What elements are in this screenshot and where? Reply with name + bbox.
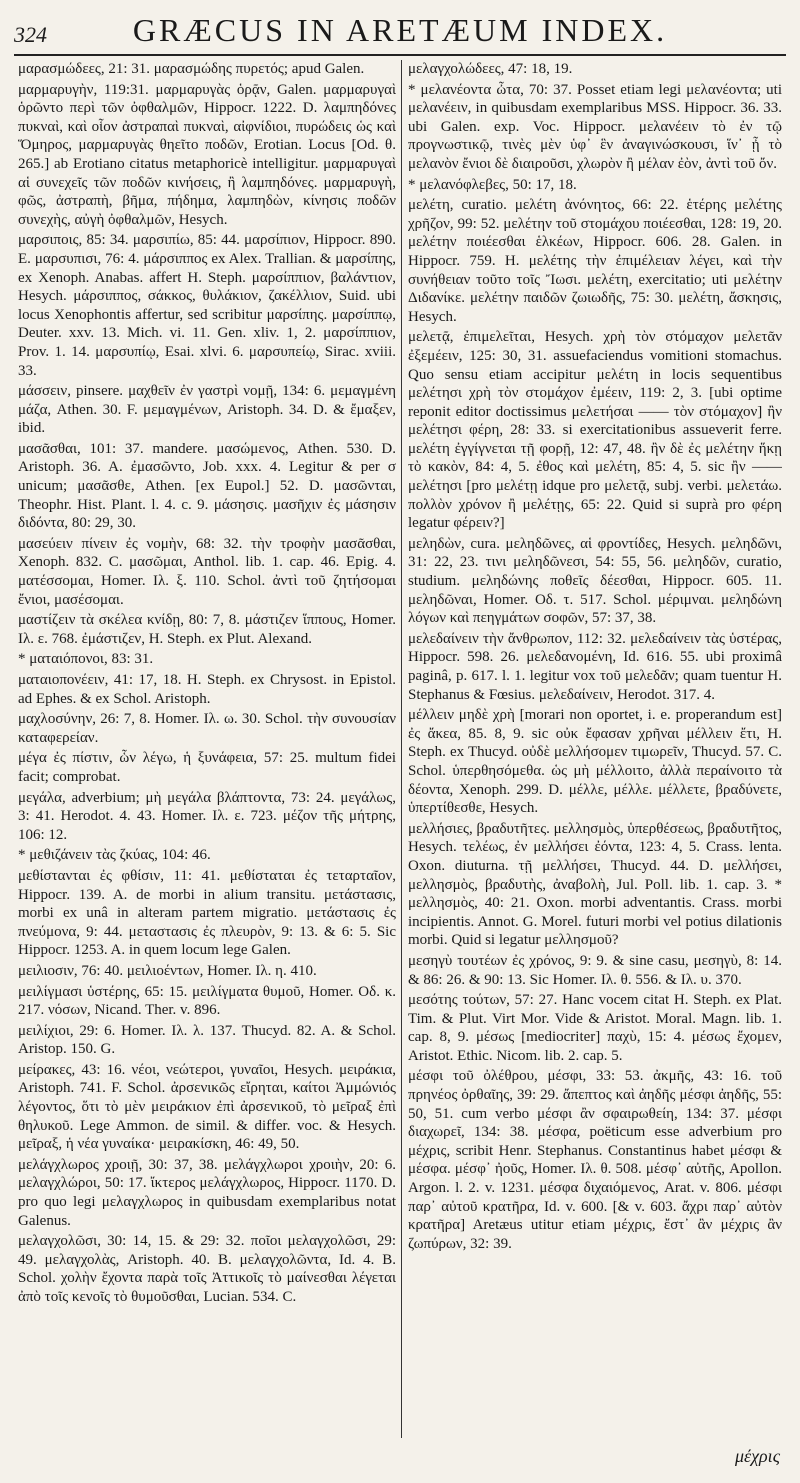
index-entry: μελετᾷ, ἐπιμελεῖται, Hesych. χρὴ τὸν στόμαχον μελετᾶν ἐξεμέειν, 125: 30, 31. assuefaciendus vomitioni stomachus. Quo sensu etiam accipitur μελέτη in locis sequentibus μελέτησι χρὴ τὸν στομάχον ἐμέειν, 119: 2, 3. [ubi optime reponit editor doctissimus μελετήσαι —— τὸν στόμαχον] ἢν μελέτησι φέρη, 28: 33. si exercitationibus assueverit ferre. μελέτη ἐγγίγνεται τῇ φορῇ, 12: 47, 48. ἢν δὲ ἐς μελέτην ἥκῃ τὸ κακὸν, 84: 4, 5. ἐθος καὶ μελέτη, 85: 4, 5. sic ἢν —— μελέτησι [pro μελέτῃ idque pro μελετᾷ, subj. verbi. μελετάω. πολλὸν χρόνον ἢ μελέτῃς, 65: 22. Quid si suprà pro φέρη legatur φέρειν?] [408, 329, 782, 532]
index-entry: μελέτη, curatio. μελέτη ἀνόνητος, 66: 22. ἑτέρης μελέτης χρῆζον, 99: 52. μελέτην τοῦ στομάχου ποιέεσθαι, 128: 19, 20. μελέτην ποιέεσθαι ἑλκέων, Hippocr. 606. 28. Galen. in Hippocr. 759. H. μελέτης τὴν ἐπιμέλειαν λέγει, καὶ τὴν συνήθειαν τοῦτο τοῖς Ἴωσι. μελέτη, exercitatio; uti μελέτην Διδανίκε. μελέτην παιδῶν ζωιωδῆς, 75: 30. μελέτη, ἄσκησις, Hesych. [408, 197, 782, 325]
index-entry: μελάγχλωρος χροιῇ, 30: 37, 38. μελάγχλωροι χροιὴν, 20: 6. μελαγχλώροι, 50: 17. ἴκτερος μελάγχλωρος, Hippocr. 1170. D. pro quo legi μελαγχλωρος in quibusdam exemplaribus notat Galenus. [18, 1156, 396, 1229]
index-entry: μέγα ἐς πίστιν, ὧν λέγω, ἡ ξυνάφεια, 57: 25. multum fidei facit; comprobat. [18, 750, 396, 785]
index-entry: μεληδὼν, cura. μεληδῶνες, αἱ φροντίδες, Hesych. μεληδῶνι, 31: 22, 23. τινι μεληδῶνεσι, 54: 55, 56. μεληδῶν, curatio, studium. μεληδώνης ποθεῖς δέεσθαι, Hippocr. 605. 11. μεληδῶναι, Homer. Οδ. τ. 517. Schol. μέριμναι. μεληδώνη λόγων καὶ πεηγμάτων σοφῶν, 57: 37, 38. [408, 535, 782, 627]
running-title: GRÆCUS IN ARETÆUM INDEX. [132, 12, 668, 48]
index-entry: μεγάλα, adverbium; μὴ μεγάλα βλάπτοντα, 73: 24. μεγάλως, 3: 41. Herodot. 4. 43. Homer. Ιλ. ε. 723. μέζον τῆς μήτρης, 106: 12. [18, 789, 396, 843]
index-entry: * μεθιζάνειν τὰς ζκύας, 104: 46. [18, 847, 211, 864]
index-entry: μαρσιποις, 85: 34. μαρσιπίω, 85: 44. μαρσίπιον, Hippocr. 890. E. μαρσυπισι, 76: 4. μάρσιππος ex Alex. Trallian. & μαρσίπης, ex Xenoph. Anabas. affert H. Steph. μαρσίππιον, βαλάντιον, Hesych. μάρσιππος, σάκκος, θυλάκιον, ζακέλλιον, Suid. ubi locus Xenophontis affertur, sed scribitur μαρσίπης. μαρσίππῳ, Deuter. xxv. 13. Mich. vi. 11. Gen. xliv. 1, 2. μαρσίππιον, Prov. 1. 14. μαρσυπίῳ, Esai. xlvi. 6. μαρσυπείῳ, Sirac. xviii. 33. [18, 232, 396, 379]
index-entry: μειλιοσιν, 76: 40. μειλιοέντων, Homer. Ιλ. η. 410. [18, 962, 317, 979]
index-entry: μασᾶσθαι, 101: 37. mandere. μασώμενος, Athen. 530. D. Aristoph. 36. A. ἐμασῶντο, Job. xxx. 4. Legitur & per σ unicum; μασᾶσθε, Athen. [ex Eupol.] 52. D. μασῶνται, Theophr. Hist. Plant. l. 4. c. 9. μάσησις. μασῆχιν ἐς μάσησιν διδόντα, 80: 29, 30. [18, 440, 396, 532]
index-entry: μεσότης τούτων, 57: 27. Hanc vocem citat H. Steph. ex Plat. Tim. & Plut. Virt Mor. Vide & Aristot. Moral. Magn. lib. 1. cap. 8, 9. μέσως [mediocriter] παχὺ, 15: 4. μέσως ἔχομεν, Aristot. Ethic. Nicom. lib. 2. cap. 5. [408, 992, 782, 1064]
column-divider [401, 60, 402, 1438]
catchword: μέχρις [735, 1446, 780, 1466]
index-entry: μαρμαρυγὴν, 119:31. μαρμαρυγὰς ὁρᾷν, Galen. μαρμαρυγαὶ ὁρῶντο περὶ τῶν ὀφθαλμῶν, Hippocr. 1222. D. λαμπηδόνες πυκναὶ, καὶ οἷον ἀστραπαὶ πυκναὶ, αἰφνίδιοι, πυρώδεις ὡς καὶ Ὅμηρος, μαρμαρυγὰς θηεῖτο ποδῶν, Erotian. Locus [Od. θ. 265.] ab Erotiano citatus metaphoricè intelligitur. μαρμαρυγαὶ αἱ συνεχεῖς τῶν ποδῶν κινήσεις, ἢ λαμπηδόνες. μαρμαρυγὴ, φῶς, ἀστραπὴ, βῆμα, πήδημα, λαμπηδὼν, κίνησις ποδῶν συνεχὴς, αὐγὴ ὀφθαλμῶν, Hesych. [18, 81, 396, 228]
index-entry: * μελανέοντα ὦτα, 70: 37. Posset etiam legi μελανέοντα; uti μελανέειν, in quibusdam exemplaribus MSS. Hippocr. 36. 33. ubi Galen. exp. Voc. Hippocr. μελανέειν τὸ ἐν τῷ προγνωστικῷ, τινὲς μὲν ὑφ᾽ ἓν ἀναγινώσκουσι, ἵν᾽ ᾖ τὸ μελανὸν ἔνιοι δὲ διαιροῦσι, χλωρὸν ἢ μέλαν ἐὸν, ἀντὶ τοῦ ὄν. [408, 81, 782, 172]
index-entry: μελλήσιες, βραδυτῆτες. μελλησμὸς, ὑπερθέσεως, βραδυτῆτος, Hesych. τελέως, ἐν μελλήσει ἐόντα, 123: 4, 5. Crass. lenta. Oxon. diuturna. τῇ μελλήσει, Thucyd. 44. D. μελλήσει, μελλησμὸς, βραδυτὴς, ἀναβολὴ, Jul. Poll. lib. 1. cap. 3. * μελλησμὸς, 40: 21. Oxon. morbi adventantis. Crass. morbi incipientis. Annot. G. Morel. futuri morbi vel potius dilationis morbi. Quid si legatur μελλησμοῦ? [408, 820, 782, 949]
index-entry: * ματαιόπονοι, 83: 31. [18, 651, 154, 668]
index-entry: μαστίζειν τὰ σκέλεα κνίδῃ, 80: 7, 8. μάστιζεν ἵππους, Homer. Ιλ. ε. 768. ἐμάστιζεν, H. Steph. ex Plut. Alexand. [18, 612, 396, 647]
index-entry: μεσηγὺ τουτέων ἐς χρόνος, 9: 9. & sine casu, μεσηγὺ, 8: 14. & 86: 26. & 90: 13. Sic Homer. Ιλ. θ. 556. & Ιλ. υ. 370. [408, 952, 782, 988]
index-entry: μασεύειν πίνειν ἐς νομὴν, 68: 32. τὴν τροφὴν μασᾶσθαι, Xenoph. 832. C. μασῶμαι, Anthol. lib. 1. cap. 46. Epig. 4. ματέσσομαι, Homer. Ιλ. ξ. 110. Schol. ἀντὶ τοῦ ζητήσομαι ἔνιοι, μασέσομαι. [18, 535, 396, 608]
index-entry: μαχλοσύνην, 26: 7, 8. Homer. Ιλ. ω. 30. Schol. τὴν συνουσίαν καταφερείαν. [18, 711, 396, 746]
header-rule [14, 54, 786, 56]
index-entry: μέλλειν μηδὲ χρὴ [morari non oportet, i. e. properandum est] ἐς ἄκεα, 85. 8, 9. sic οὐκ ἔφασαν χρῆναι μέλλειν ἔτι, H. Steph. ex Thucyd. οὐδὲ μελλήσομεν τιμωρεῖν, Thucyd. 57. C. Schol. ὑπερθησόμεθα. ὡς μὴ μέλλοιτο, ἀλλὰ περαίνοιτο τὰ δέοντα, Xenoph. 299. D. μέλλε, μέλλε. μέλλετε, βραδύνετε, ὑπερτίθεσθε, Hesych. [408, 707, 782, 817]
page-header [0, 0, 800, 52]
index-entry: μαρασμώδεες, 21: 31. μαρασμώδης πυρετός; apud Galen. [18, 61, 365, 77]
index-entry: μειλίχιοι, 29: 6. Homer. Ιλ. λ. 137. Thucyd. 82. A. & Schol. Aristop. 150. G. [18, 1022, 396, 1058]
right-column [408, 60, 782, 1438]
index-entry: ματαιοπονέειν, 41: 17, 18. H. Steph. ex Chrysost. in Epistol. ad Ephes. & ex Schol. Aristoph. [18, 672, 396, 707]
index-entry: μεθίστανται ἐς φθίσιν, 11: 41. μεθίσταται ἐς τεταρταῖον, Hippocr. 139. A. de morbi in alium transitu. μετάστασις, morbi ex unâ in alteram partem migratio. μετάστασις ἐς πνεύμονα, 9: 44. μεταστασις ἐς πλευρὸν, 9: 13. & 6: 5. Sic Hippocr. 1253. A. in quem locum lege Galen. [18, 867, 396, 959]
left-column [18, 60, 396, 1438]
index-entry: μελαγχολώδεες, 47: 18, 19. [408, 61, 573, 77]
page-number: 324 [14, 22, 47, 47]
index-entry: μέσφι τοῦ ὀλέθρου, μέσφι, 33: 53. ἀκμῆς, 43: 16. τοῦ πρηνέος ὀρθαῖης, 39: 29. ἄπεπτος καὶ ἀηδῆς μέσφι ἀηδῆς, 55: 50, 51. cum verbo μέσφι ἂν σφαιρωθείη, 134: 37. μέσφι διαχωρεῖ, 134: 38. μέσφα, poëticum esse adverbium pro μέχρις, scribit Henr. Stephanus. Constantinus habet μέσφι & μέσφα. μέσφ᾽ ἠοῦς, Homer. Ιλ. θ. 508. μέσφ᾽ αὐτῆς, Apollon. Argon. l. 2. v. 1231. μέσφα διχαιόμενος, Arat. v. 806. μέσφι παρ᾽ αὐτοῦ κρατῆρα, Id. v. 600. [& v. 603. ἄχρι παρ᾽ αὐτὸν κρατῆρα] Aretæus utitur etiam μέχρις, ἔστ᾽ ἂν μέχρις ἂν ζωπύρων, 32: 39. [408, 1068, 782, 1252]
index-entry: μάσσειν, pinsere. μαχθεῖν ἐν γαστρὶ νομῇ, 134: 6. μεμαγμένη μάζα, Athen. 30. F. μεμαγμένων, Aristoph. 34. D. & ἔμαξεν, ibid. [18, 383, 396, 437]
index-entry: μείρακες, 43: 16. νέοι, νεώτεροι, γυναῖοι, Hesych. μειράκια, Aristoph. 741. F. Schol. ἀρσενικῶς εἴρηται, καίτοι Ἀμμώνιός λέγοντος, ὅτι τὸ μὲν μειράκιον ἐπὶ ἀρσενικοῦ, τὸ μεῖραξ ἐπὶ θηλυκοῦ. Lege Ammon. de simil. & differ. voc. & Hesych. μεῖραξ, ἡ νέα γυναίκα· μειρακίσκη, 46: 49, 50. [18, 1061, 396, 1153]
index-entry: * μελανόφλεβες, 50: 17, 18. [408, 176, 577, 193]
index-entry: μειλίγμασι ὑστέρης, 65: 15. μειλίγματα θυμοῦ, Homer. Οδ. κ. 217. νόσων, Nicand. Ther. v. 896. [18, 983, 396, 1019]
index-entry: μελαγχολῶσι, 30: 14, 15. & 29: 32. ποῖοι μελαγχολῶσι, 29: 49. μελαγχολὰς, Aristoph. 40. B. μελαγχολῶντα, Id. 4. B. Schol. χολὴν ἔχοντα παρὰ τοῖς Ἀττικοῖς τὸ μαίνεσθαι λέγεται ἀπὸ τοῖς κενοῖς τὸ θυμοῦσθαι, Lucian. 534. C. [18, 1233, 396, 1305]
index-entry: μελεδαίνειν τὴν ἄνθρωπον, 112: 32. μελεδαίνειν τὰς ὑστέρας, Hippocr. 598. 26. μελεδανομένη, Id. 616. 55. ubi proximâ paginâ, p. 617. l. 1. legitur vox τοῦ μελεδᾶν; quam tuentur H. Stephanus & Fœsius. μελεδαίνειν, Herodot. 317. 4. [408, 630, 782, 703]
